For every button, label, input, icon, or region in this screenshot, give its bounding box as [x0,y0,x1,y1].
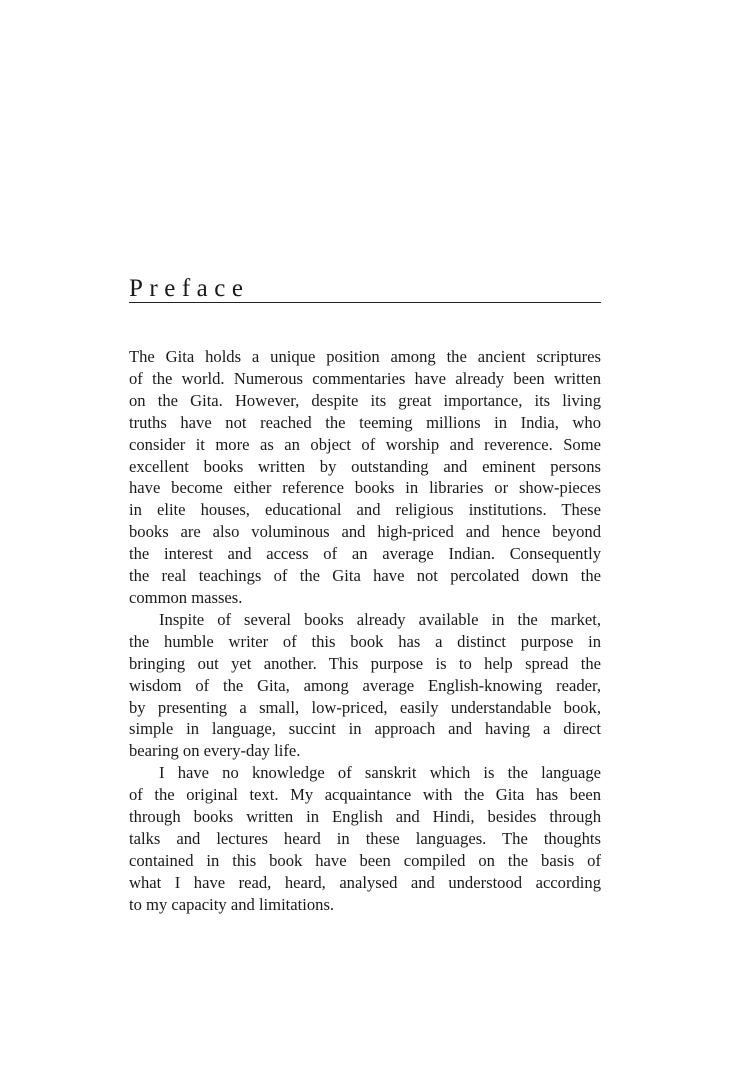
text-line: to my capacity and limitations. [129,894,335,914]
text-line: truths have not reached the teeming millions in India, who [129,412,601,432]
text-line: of the original text. My acquaintance with the Gita has been [129,785,601,805]
text-line: bearing on every-day life. [129,741,301,761]
text-line: the humble writer of this book has a distinct purpose in [129,631,601,651]
text-line: contained in this book have been compiled on the basis of [129,850,601,870]
text-line: talks and lectures heard in these languages. The thoughts [129,828,601,848]
text-line: The Gita holds a unique position among the ancient scriptures [129,347,601,366]
text-line: what I have read, heard, analysed and understood according [129,872,601,892]
preface-body [129,346,601,916]
heading-rule [129,276,601,303]
text-line: I have no knowledge of sanskrit which is the language [159,763,601,783]
text-line: in elite houses, educational and religious institutions. These [129,500,601,520]
text-line: simple in language, succint in approach and having a direct [129,719,601,739]
text-line: through books written in English and Hindi, besides through [129,807,601,827]
text-line: on the Gita. However, despite its great importance, its living [129,390,601,410]
paragraph [129,609,601,762]
text-line: wisdom of the Gita, among average English-knowing reader, [129,675,601,695]
text-line: common masses. [129,587,243,607]
text-line: Inspite of several books already available in the market, [159,609,601,629]
text-line: excellent books written by outstanding and eminent persons [129,456,601,476]
text-line: consider it more as an object of worship and reverence. Some [129,434,601,454]
text-line: have become either reference books in libraries or show-pieces [129,478,601,498]
text-line: the interest and access of an average Indian. Consequently [129,544,601,564]
paragraph [129,346,601,609]
text-line: books are also voluminous and high-priced and hence beyond [129,522,601,542]
text-line: the real teachings of the Gita have not percolated down the [129,566,601,586]
text-line: bringing out yet another. This purpose is to help spread the [129,653,601,673]
paragraph [129,762,601,915]
text-line: by presenting a small, low-priced, easily understandable book, [129,697,601,717]
text-line: of the world. Numerous commentaries have already been written [129,368,601,388]
page-title: Preface [129,275,250,302]
